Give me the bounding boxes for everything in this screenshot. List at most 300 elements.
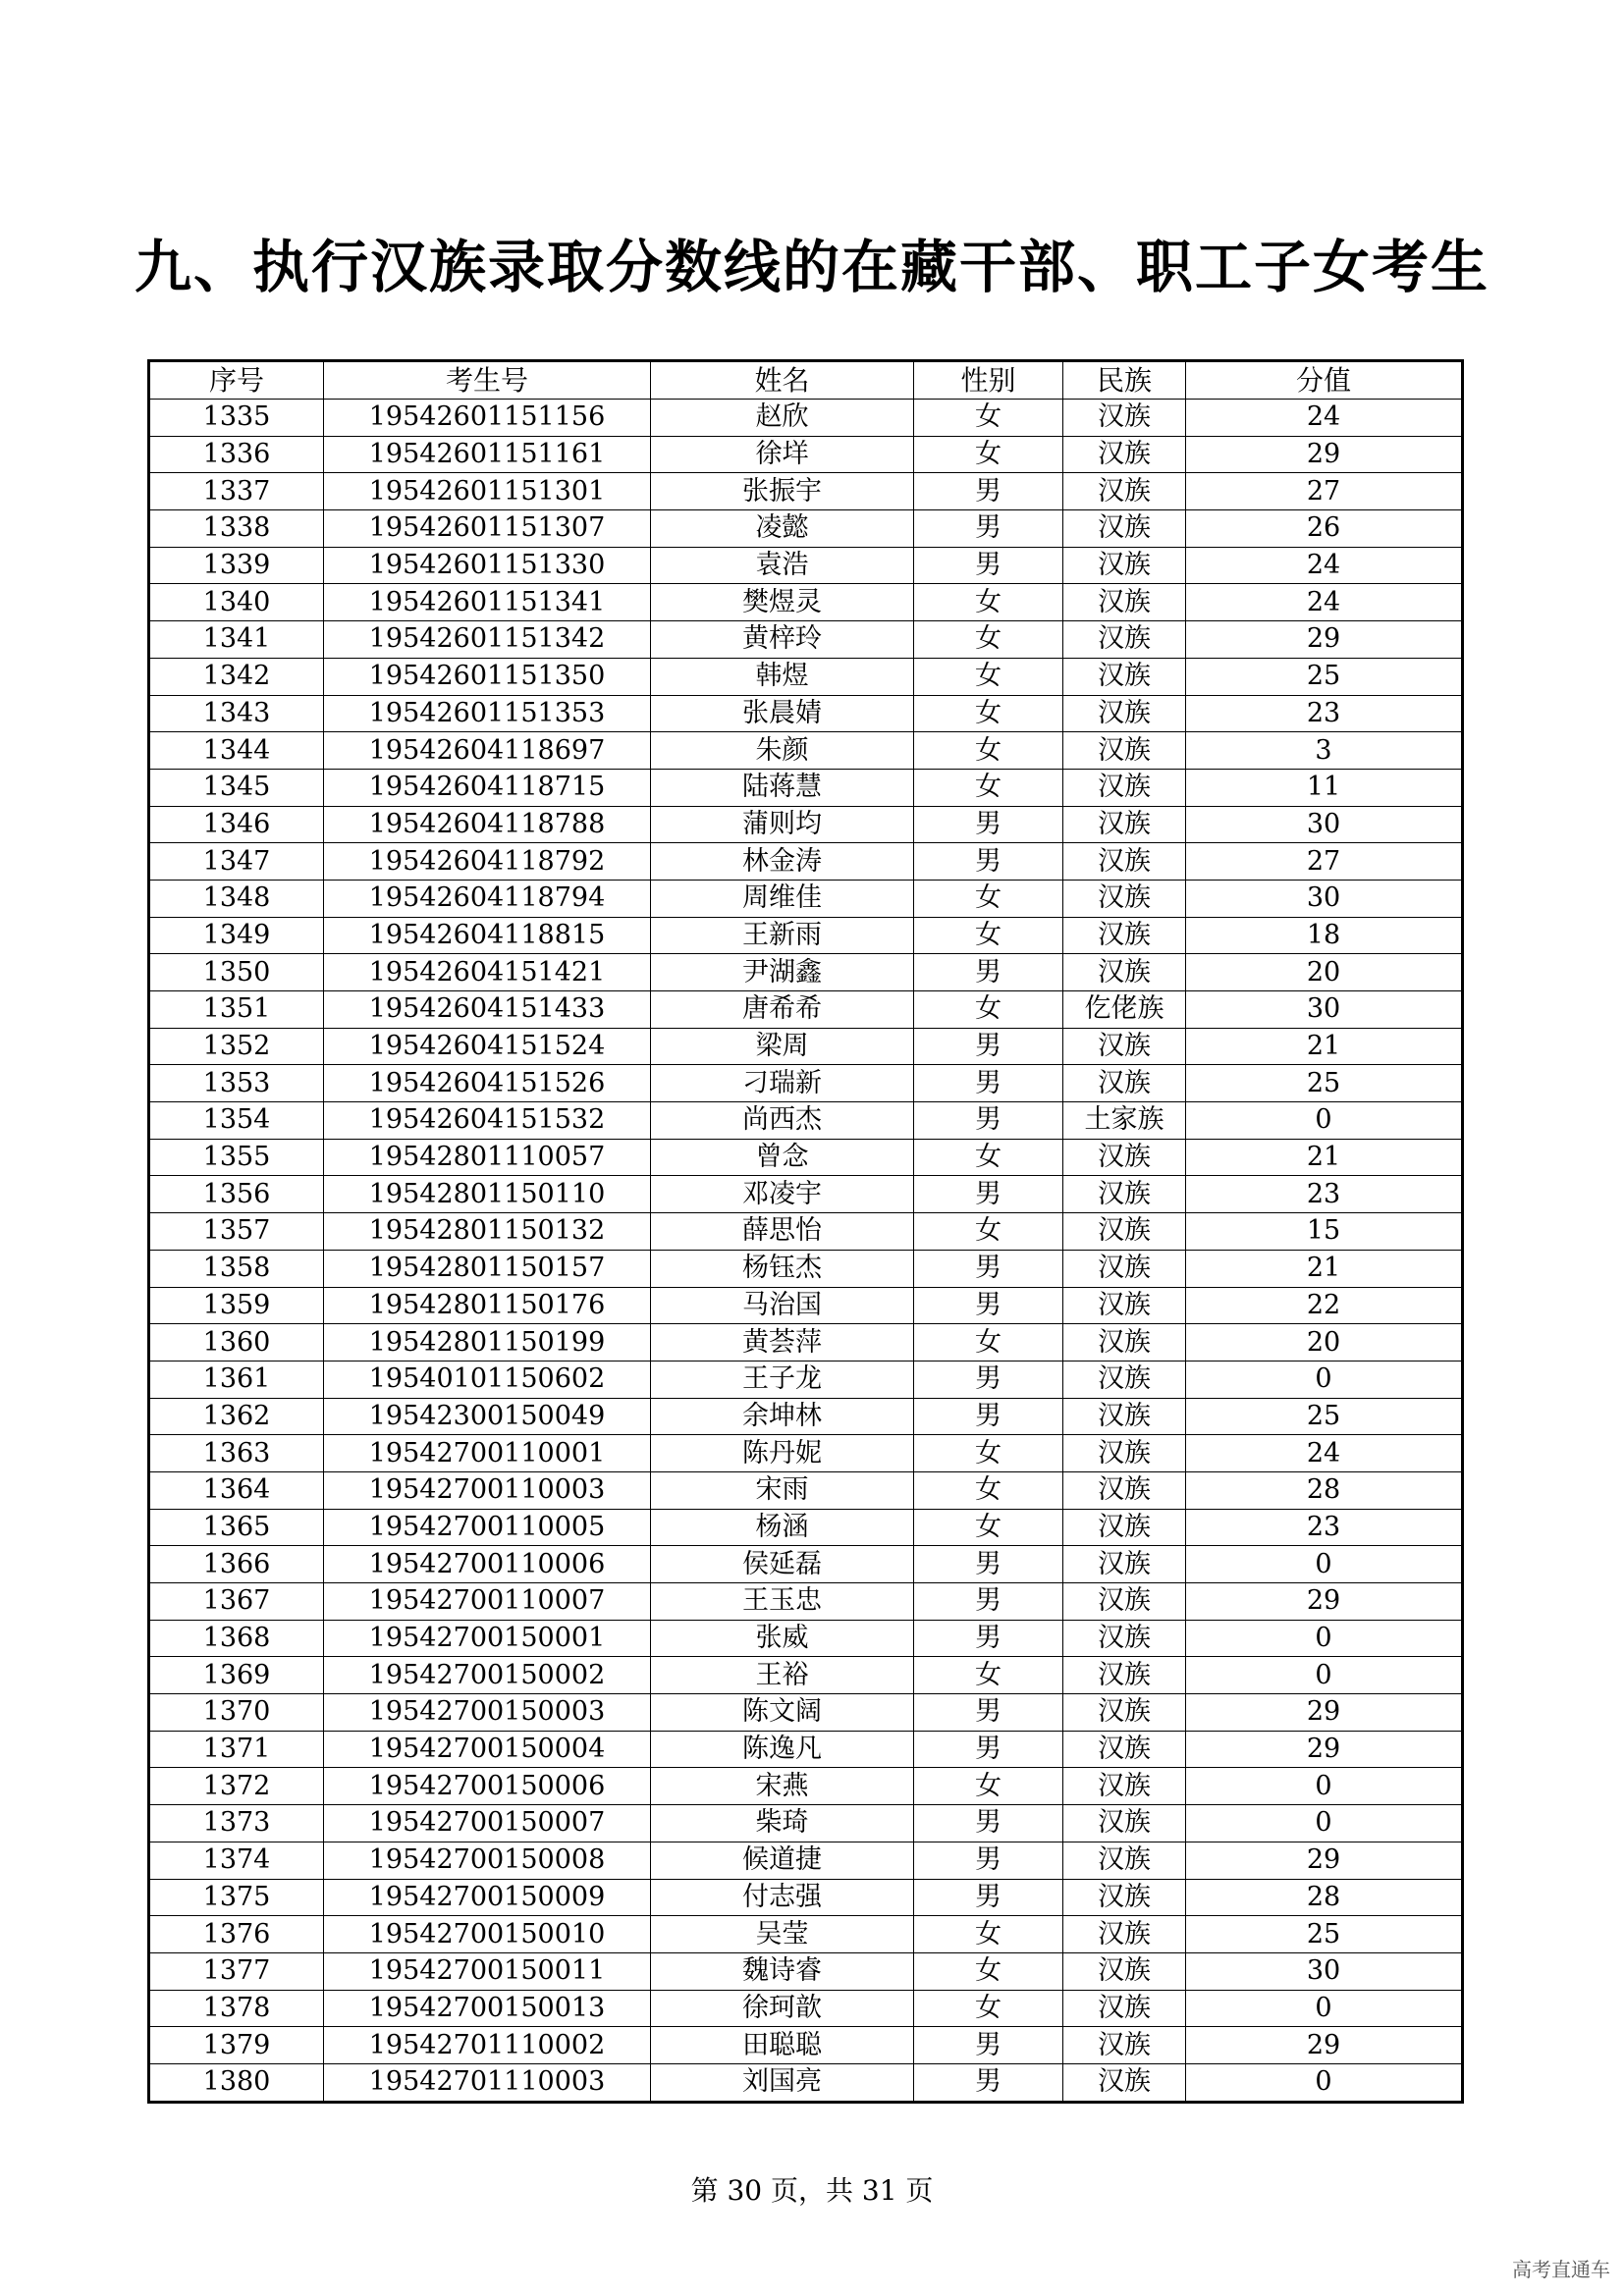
table-row — [149, 1398, 1463, 1435]
serial-number-cell: 1372 — [149, 1768, 324, 1805]
name-cell: 柴琦 — [651, 1805, 914, 1842]
table-row — [149, 954, 1463, 991]
table-row — [149, 1657, 1463, 1694]
score-cell: 25 — [1186, 1398, 1463, 1435]
gender-cell: 女 — [914, 400, 1063, 437]
ethnicity-cell: 汉族 — [1063, 843, 1186, 881]
score-cell: 29 — [1186, 621, 1463, 659]
table-row — [149, 400, 1463, 437]
serial-number-cell: 1379 — [149, 2027, 324, 2064]
score-cell: 29 — [1186, 2027, 1463, 2064]
gender-cell: 男 — [914, 1879, 1063, 1916]
ethnicity-cell: 汉族 — [1063, 621, 1186, 659]
candidate-number-cell: 19542700110005 — [324, 1509, 651, 1546]
serial-number-cell: 1353 — [149, 1065, 324, 1102]
ethnicity-cell: 汉族 — [1063, 1657, 1186, 1694]
name-cell: 唐希希 — [651, 991, 914, 1029]
candidate-number-cell: 19542701110002 — [324, 2027, 651, 2064]
gender-cell: 女 — [914, 621, 1063, 659]
gender-cell: 女 — [914, 1213, 1063, 1251]
gender-cell: 男 — [914, 1546, 1063, 1583]
serial-number-cell: 1336 — [149, 436, 324, 473]
candidate-number-cell: 19542300150049 — [324, 1398, 651, 1435]
score-cell: 29 — [1186, 1694, 1463, 1732]
score-cell: 29 — [1186, 1731, 1463, 1768]
score-cell: 0 — [1186, 1546, 1463, 1583]
candidate-number-cell: 19542604118715 — [324, 769, 651, 806]
gender-cell: 男 — [914, 1842, 1063, 1879]
serial-number-cell: 1349 — [149, 917, 324, 954]
table-row — [149, 1916, 1463, 1953]
candidate-number-cell: 19542701110003 — [324, 2063, 651, 2102]
header-gender: 性别 — [914, 361, 1063, 400]
serial-number-cell: 1344 — [149, 732, 324, 770]
serial-number-cell: 1366 — [149, 1546, 324, 1583]
ethnicity-cell: 汉族 — [1063, 1805, 1186, 1842]
name-cell: 陈丹妮 — [651, 1435, 914, 1472]
name-cell: 宋燕 — [651, 1768, 914, 1805]
serial-number-cell: 1358 — [149, 1250, 324, 1287]
name-cell: 邓凌宇 — [651, 1176, 914, 1213]
candidate-number-cell: 19542601151353 — [324, 695, 651, 732]
table-body — [149, 400, 1463, 2103]
table-row — [149, 1176, 1463, 1213]
gender-cell: 女 — [914, 769, 1063, 806]
gender-cell: 男 — [914, 1250, 1063, 1287]
ethnicity-cell: 汉族 — [1063, 1583, 1186, 1621]
score-cell: 30 — [1186, 880, 1463, 917]
score-cell: 24 — [1186, 400, 1463, 437]
ethnicity-cell: 汉族 — [1063, 1250, 1186, 1287]
gender-cell: 男 — [914, 806, 1063, 843]
serial-number-cell: 1351 — [149, 991, 324, 1029]
score-cell: 30 — [1186, 991, 1463, 1029]
score-cell: 0 — [1186, 1805, 1463, 1842]
gender-cell: 女 — [914, 1768, 1063, 1805]
gender-cell: 男 — [914, 1398, 1063, 1435]
gender-cell: 女 — [914, 436, 1063, 473]
name-cell: 曾念 — [651, 1139, 914, 1176]
serial-number-cell: 1339 — [149, 547, 324, 584]
table-row — [149, 732, 1463, 770]
candidate-number-cell: 19542700150004 — [324, 1731, 651, 1768]
name-cell: 陈文阔 — [651, 1694, 914, 1732]
table-row — [149, 1250, 1463, 1287]
serial-number-cell: 1335 — [149, 400, 324, 437]
score-cell: 25 — [1186, 1916, 1463, 1953]
serial-number-cell: 1346 — [149, 806, 324, 843]
table-row — [149, 1805, 1463, 1842]
gender-cell: 男 — [914, 954, 1063, 991]
candidate-number-cell: 19542801150157 — [324, 1250, 651, 1287]
name-cell: 侯延磊 — [651, 1546, 914, 1583]
score-cell: 23 — [1186, 1176, 1463, 1213]
serial-number-cell: 1341 — [149, 621, 324, 659]
ethnicity-cell: 汉族 — [1063, 584, 1186, 621]
ethnicity-cell: 汉族 — [1063, 1435, 1186, 1472]
table-row — [149, 880, 1463, 917]
ethnicity-cell: 汉族 — [1063, 1324, 1186, 1362]
score-cell: 21 — [1186, 1028, 1463, 1065]
ethnicity-cell: 汉族 — [1063, 695, 1186, 732]
candidate-number-cell: 19542700150010 — [324, 1916, 651, 1953]
score-cell: 0 — [1186, 1620, 1463, 1657]
serial-number-cell: 1350 — [149, 954, 324, 991]
gender-cell: 女 — [914, 917, 1063, 954]
table-row — [149, 658, 1463, 695]
ethnicity-cell: 仡佬族 — [1063, 991, 1186, 1029]
candidate-number-cell: 19542700110006 — [324, 1546, 651, 1583]
gender-cell: 男 — [914, 1028, 1063, 1065]
serial-number-cell: 1368 — [149, 1620, 324, 1657]
score-cell: 29 — [1186, 1842, 1463, 1879]
name-cell: 马治国 — [651, 1287, 914, 1324]
gender-cell: 男 — [914, 1620, 1063, 1657]
score-cell: 0 — [1186, 1102, 1463, 1140]
gender-cell: 女 — [914, 1435, 1063, 1472]
name-cell: 刘国亮 — [651, 2063, 914, 2102]
candidate-number-cell: 19542801150199 — [324, 1324, 651, 1362]
header-name: 姓名 — [651, 361, 914, 400]
table-row — [149, 473, 1463, 510]
page-number: 第 30 页，共 31 页 — [690, 2174, 934, 2207]
table-row — [149, 2063, 1463, 2102]
serial-number-cell: 1365 — [149, 1509, 324, 1546]
score-cell: 20 — [1186, 1324, 1463, 1362]
ethnicity-cell: 汉族 — [1063, 1471, 1186, 1509]
table-row — [149, 1509, 1463, 1546]
gender-cell: 男 — [914, 1065, 1063, 1102]
name-cell: 杨涵 — [651, 1509, 914, 1546]
table-row — [149, 1694, 1463, 1732]
ethnicity-cell: 汉族 — [1063, 806, 1186, 843]
candidate-number-cell: 19542604151421 — [324, 954, 651, 991]
ethnicity-cell: 汉族 — [1063, 732, 1186, 770]
name-cell: 徐垟 — [651, 436, 914, 473]
table-row — [149, 1065, 1463, 1102]
name-cell: 蒲则均 — [651, 806, 914, 843]
ethnicity-cell: 汉族 — [1063, 1990, 1186, 2027]
name-cell: 梁周 — [651, 1028, 914, 1065]
table-row — [149, 1213, 1463, 1251]
score-cell: 29 — [1186, 1583, 1463, 1621]
gender-cell: 女 — [914, 880, 1063, 917]
score-cell: 28 — [1186, 1879, 1463, 1916]
ethnicity-cell: 汉族 — [1063, 658, 1186, 695]
gender-cell: 男 — [914, 1694, 1063, 1732]
gender-cell: 女 — [914, 1952, 1063, 1990]
serial-number-cell: 1356 — [149, 1176, 324, 1213]
gender-cell: 女 — [914, 1657, 1063, 1694]
name-cell: 候道捷 — [651, 1842, 914, 1879]
score-cell: 25 — [1186, 1065, 1463, 1102]
score-cell: 0 — [1186, 1657, 1463, 1694]
serial-number-cell: 1369 — [149, 1657, 324, 1694]
candidate-number-cell: 19542700150011 — [324, 1952, 651, 1990]
ethnicity-cell: 汉族 — [1063, 1065, 1186, 1102]
ethnicity-cell: 汉族 — [1063, 1139, 1186, 1176]
candidate-number-cell: 19542700150008 — [324, 1842, 651, 1879]
serial-number-cell: 1376 — [149, 1916, 324, 1953]
candidate-number-cell: 19542601151350 — [324, 658, 651, 695]
candidate-number-cell: 19542801110057 — [324, 1139, 651, 1176]
gender-cell: 女 — [914, 658, 1063, 695]
name-cell: 田聪聪 — [651, 2027, 914, 2064]
serial-number-cell: 1360 — [149, 1324, 324, 1362]
serial-number-cell: 1345 — [149, 769, 324, 806]
candidate-number-cell: 19542700150009 — [324, 1879, 651, 1916]
ethnicity-cell: 汉族 — [1063, 1842, 1186, 1879]
candidate-number-cell: 19542601151301 — [324, 473, 651, 510]
ethnicity-cell: 汉族 — [1063, 1916, 1186, 1953]
ethnicity-cell: 汉族 — [1063, 473, 1186, 510]
name-cell: 周维佳 — [651, 880, 914, 917]
score-cell: 0 — [1186, 1990, 1463, 2027]
score-cell: 24 — [1186, 584, 1463, 621]
serial-number-cell: 1359 — [149, 1287, 324, 1324]
ethnicity-cell: 汉族 — [1063, 1952, 1186, 1990]
candidate-number-cell: 19542604151433 — [324, 991, 651, 1029]
score-cell: 24 — [1186, 547, 1463, 584]
score-cell: 21 — [1186, 1250, 1463, 1287]
gender-cell: 男 — [914, 547, 1063, 584]
table-row — [149, 1324, 1463, 1362]
table-row — [149, 1139, 1463, 1176]
table-row — [149, 621, 1463, 659]
name-cell: 杨钰杰 — [651, 1250, 914, 1287]
score-cell: 3 — [1186, 732, 1463, 770]
table-row — [149, 1546, 1463, 1583]
table-row — [149, 510, 1463, 548]
gender-cell: 男 — [914, 473, 1063, 510]
gender-cell: 男 — [914, 510, 1063, 548]
table-row — [149, 2027, 1463, 2064]
table-row — [149, 843, 1463, 881]
candidate-number-cell: 19542700150002 — [324, 1657, 651, 1694]
name-cell: 刁瑞新 — [651, 1065, 914, 1102]
ethnicity-cell: 汉族 — [1063, 880, 1186, 917]
candidate-number-cell: 19542601151307 — [324, 510, 651, 548]
name-cell: 袁浩 — [651, 547, 914, 584]
header-score: 分值 — [1186, 361, 1463, 400]
serial-number-cell: 1367 — [149, 1583, 324, 1621]
gender-cell: 男 — [914, 843, 1063, 881]
candidate-number-cell: 19542604151526 — [324, 1065, 651, 1102]
serial-number-cell: 1377 — [149, 1952, 324, 1990]
table-row — [149, 1435, 1463, 1472]
gender-cell: 女 — [914, 695, 1063, 732]
serial-number-cell: 1374 — [149, 1842, 324, 1879]
serial-number-cell: 1343 — [149, 695, 324, 732]
candidate-number-cell: 19542604118815 — [324, 917, 651, 954]
serial-number-cell: 1347 — [149, 843, 324, 881]
name-cell: 魏诗睿 — [651, 1952, 914, 1990]
ethnicity-cell: 汉族 — [1063, 1879, 1186, 1916]
serial-number-cell: 1352 — [149, 1028, 324, 1065]
name-cell: 凌懿 — [651, 510, 914, 548]
name-cell: 黄荟萍 — [651, 1324, 914, 1362]
ethnicity-cell: 汉族 — [1063, 1694, 1186, 1732]
name-cell: 陈逸凡 — [651, 1731, 914, 1768]
score-cell: 27 — [1186, 473, 1463, 510]
gender-cell: 男 — [914, 2027, 1063, 2064]
name-cell: 张威 — [651, 1620, 914, 1657]
table-row — [149, 1952, 1463, 1990]
gender-cell: 男 — [914, 1287, 1063, 1324]
ethnicity-cell: 汉族 — [1063, 510, 1186, 548]
table-row — [149, 991, 1463, 1029]
serial-number-cell: 1363 — [149, 1435, 324, 1472]
ethnicity-cell: 汉族 — [1063, 1361, 1186, 1398]
candidate-number-cell: 19542801150176 — [324, 1287, 651, 1324]
candidate-table — [147, 359, 1464, 2104]
header-candidate-number: 考生号 — [324, 361, 651, 400]
page-title: 九、执行汉族录取分数线的在藏干部、职工子女考生 — [134, 234, 1489, 300]
name-cell: 王子龙 — [651, 1361, 914, 1398]
table-row — [149, 1768, 1463, 1805]
score-cell: 30 — [1186, 1952, 1463, 1990]
name-cell: 张晨婧 — [651, 695, 914, 732]
gender-cell: 男 — [914, 1731, 1063, 1768]
candidate-number-cell: 19542700150003 — [324, 1694, 651, 1732]
name-cell: 王玉忠 — [651, 1583, 914, 1621]
ethnicity-cell: 土家族 — [1063, 1102, 1186, 1140]
name-cell: 赵欣 — [651, 400, 914, 437]
table-row — [149, 695, 1463, 732]
serial-number-cell: 1378 — [149, 1990, 324, 2027]
gender-cell: 女 — [914, 1471, 1063, 1509]
score-cell: 23 — [1186, 1509, 1463, 1546]
candidate-number-cell: 19542601151161 — [324, 436, 651, 473]
gender-cell: 女 — [914, 1990, 1063, 2027]
candidate-number-cell: 19542801150110 — [324, 1176, 651, 1213]
candidate-number-cell: 19542604151532 — [324, 1102, 651, 1140]
gender-cell: 女 — [914, 1509, 1063, 1546]
table-row — [149, 547, 1463, 584]
candidate-number-cell: 19542700150013 — [324, 1990, 651, 2027]
name-cell: 尚西杰 — [651, 1102, 914, 1140]
candidate-number-cell: 19542604118788 — [324, 806, 651, 843]
name-cell: 樊煜灵 — [651, 584, 914, 621]
name-cell: 薛思怡 — [651, 1213, 914, 1251]
candidate-number-cell: 19542604118792 — [324, 843, 651, 881]
serial-number-cell: 1342 — [149, 658, 324, 695]
score-cell: 28 — [1186, 1471, 1463, 1509]
name-cell: 黄梓玲 — [651, 621, 914, 659]
gender-cell: 男 — [914, 1583, 1063, 1621]
table-row — [149, 1620, 1463, 1657]
header-ethnicity: 民族 — [1063, 361, 1186, 400]
name-cell: 王新雨 — [651, 917, 914, 954]
table-header-row — [149, 361, 1463, 400]
gender-cell: 女 — [914, 991, 1063, 1029]
ethnicity-cell: 汉族 — [1063, 954, 1186, 991]
score-cell: 21 — [1186, 1139, 1463, 1176]
name-cell: 林金涛 — [651, 843, 914, 881]
table-row — [149, 769, 1463, 806]
table-row — [149, 917, 1463, 954]
ethnicity-cell: 汉族 — [1063, 1509, 1186, 1546]
ethnicity-cell: 汉族 — [1063, 769, 1186, 806]
gender-cell: 男 — [914, 1176, 1063, 1213]
ethnicity-cell: 汉族 — [1063, 2027, 1186, 2064]
score-cell: 18 — [1186, 917, 1463, 954]
name-cell: 付志强 — [651, 1879, 914, 1916]
candidate-number-cell: 19542700110003 — [324, 1471, 651, 1509]
score-cell: 15 — [1186, 1213, 1463, 1251]
ethnicity-cell: 汉族 — [1063, 400, 1186, 437]
table-row — [149, 1028, 1463, 1065]
candidate-number-cell: 19542700150007 — [324, 1805, 651, 1842]
name-cell: 陆蒋慧 — [651, 769, 914, 806]
gender-cell: 男 — [914, 1805, 1063, 1842]
gender-cell: 女 — [914, 1916, 1063, 1953]
score-cell: 0 — [1186, 1361, 1463, 1398]
serial-number-cell: 1375 — [149, 1879, 324, 1916]
name-cell: 韩煜 — [651, 658, 914, 695]
ethnicity-cell: 汉族 — [1063, 1028, 1186, 1065]
ethnicity-cell: 汉族 — [1063, 1213, 1186, 1251]
serial-number-cell: 1357 — [149, 1213, 324, 1251]
name-cell: 吴莹 — [651, 1916, 914, 1953]
ethnicity-cell: 汉族 — [1063, 917, 1186, 954]
table-row — [149, 1471, 1463, 1509]
score-cell: 30 — [1186, 806, 1463, 843]
score-cell: 24 — [1186, 1435, 1463, 1472]
score-cell: 26 — [1186, 510, 1463, 548]
table-row — [149, 1361, 1463, 1398]
candidate-number-cell: 19542604151524 — [324, 1028, 651, 1065]
name-cell: 余坤林 — [651, 1398, 914, 1435]
ethnicity-cell: 汉族 — [1063, 1620, 1186, 1657]
candidate-number-cell: 19542601151330 — [324, 547, 651, 584]
ethnicity-cell: 汉族 — [1063, 1731, 1186, 1768]
ethnicity-cell: 汉族 — [1063, 1176, 1186, 1213]
name-cell: 张振宇 — [651, 473, 914, 510]
candidate-number-cell: 19542700110007 — [324, 1583, 651, 1621]
candidate-number-cell: 19542604118697 — [324, 732, 651, 770]
ethnicity-cell: 汉族 — [1063, 2063, 1186, 2102]
table-row — [149, 1731, 1463, 1768]
ethnicity-cell: 汉族 — [1063, 1768, 1186, 1805]
candidate-number-cell: 19542604118794 — [324, 880, 651, 917]
serial-number-cell: 1348 — [149, 880, 324, 917]
ethnicity-cell: 汉族 — [1063, 436, 1186, 473]
table-row — [149, 1583, 1463, 1621]
score-cell: 29 — [1186, 436, 1463, 473]
name-cell: 朱颜 — [651, 732, 914, 770]
score-cell: 22 — [1186, 1287, 1463, 1324]
gender-cell: 女 — [914, 1139, 1063, 1176]
name-cell: 徐珂歆 — [651, 1990, 914, 2027]
serial-number-cell: 1371 — [149, 1731, 324, 1768]
serial-number-cell: 1380 — [149, 2063, 324, 2102]
serial-number-cell: 1361 — [149, 1361, 324, 1398]
table-row — [149, 1990, 1463, 2027]
score-cell: 27 — [1186, 843, 1463, 881]
watermark-logo: 高考直通车 — [1512, 2258, 1610, 2281]
name-cell: 王裕 — [651, 1657, 914, 1694]
ethnicity-cell: 汉族 — [1063, 1398, 1186, 1435]
name-cell: 尹湖鑫 — [651, 954, 914, 991]
candidate-number-cell: 19542601151342 — [324, 621, 651, 659]
serial-number-cell: 1355 — [149, 1139, 324, 1176]
candidate-number-cell: 19542700110001 — [324, 1435, 651, 1472]
gender-cell: 男 — [914, 2063, 1063, 2102]
candidate-number-cell: 19542601151156 — [324, 400, 651, 437]
score-cell: 11 — [1186, 769, 1463, 806]
table-row — [149, 584, 1463, 621]
